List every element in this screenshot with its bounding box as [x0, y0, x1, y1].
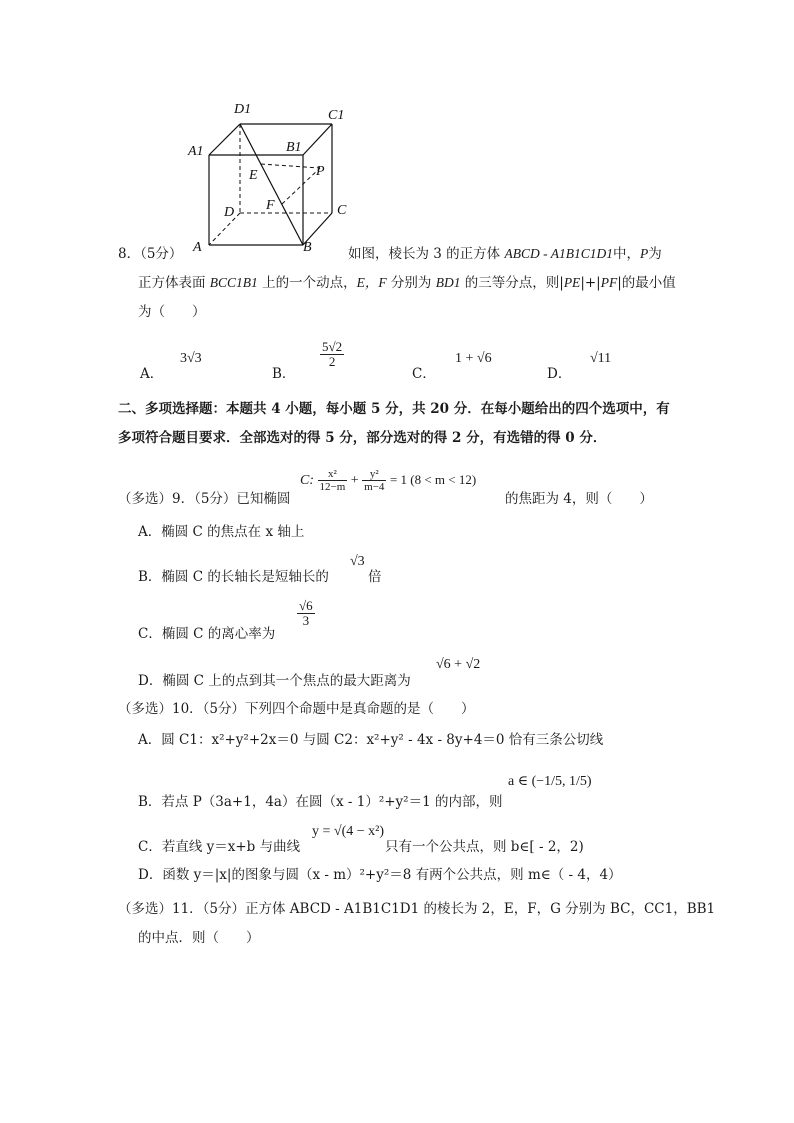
q10-option-a: A．圆 C1：x²+y²+2x＝0 与圆 C2：x²+y² - 4x - 8y+4＝0 恰有三条公切线: [138, 732, 604, 748]
q9-option-d: D．椭圆 C 上的点到其一个焦点的最大距离为: [138, 673, 411, 689]
q9-option-b: B．椭圆 C 的长轴长是短轴长的: [138, 569, 329, 585]
q8-line1: [118, 242, 182, 262]
q11-line1: （多选）11．（5分）正方体 ABCD - A1B1C1D1 的棱长为 2，E，F，G 分别为 BC，CC1，BB1: [118, 901, 716, 917]
label-B1: B1: [286, 140, 302, 155]
q8-option-a-value: 3√3: [180, 351, 202, 366]
q8-option-c-value: 1 + √6: [455, 351, 492, 366]
q9-option-c-value: $\frac{√6}{3}$: [299, 598, 313, 629]
q8-option-a-label: A．: [140, 366, 164, 382]
label-F: F: [266, 198, 275, 213]
q10-option-c-part1: C．若直线 y＝x+b 与曲线: [138, 839, 301, 855]
section2-line2: 多项符合题目要求．全部选对的得 5 分，部分选对的得 2 分，有选错的得 0 分．: [118, 430, 607, 446]
label-C1: C1: [328, 108, 345, 123]
q9-option-b-suffix: 倍: [368, 569, 382, 585]
q8-option-b-label: B．: [272, 366, 296, 382]
label-P: P: [316, 164, 325, 179]
q8-option-b-value: $\frac{5√2}{2}$: [322, 339, 343, 370]
q10-option-d: D．函数 y＝|x|的图象与圆（x - m）²+y²＝8 有两个公共点，则 m∈（ - 4，4）: [138, 867, 622, 883]
q9-option-b-value: √3: [350, 554, 365, 569]
cube-figure: [180, 95, 355, 260]
q9-option-d-value: √6 + √2: [436, 657, 481, 672]
q9-formula: C: $\frac{\text{x²}}{12-m}$ + $\frac{\text{y²}}{m-4}$ = 1 (8 < m < 12): [300, 468, 477, 494]
q8-number: 8．（5分）: [118, 246, 183, 262]
label-C: C: [337, 203, 347, 218]
q9-option-a: A．椭圆 C 的焦点在 x 轴上: [138, 524, 305, 540]
q9-suffix: 的焦距为 4，则（ ）: [505, 491, 653, 507]
q8-option-d-value: √11: [590, 351, 612, 366]
section2-line1: 二、多项选择题：本题共 4 小题，每小题 5 分，共 20 分．在每小题给出的四个选项中，有: [118, 401, 670, 417]
q10-option-b: B．若点 P（3a+1，4a）在圆（x - 1）²+y²＝1 的内部，则: [138, 794, 503, 810]
label-A: A: [193, 240, 202, 255]
label-A1: A1: [188, 144, 204, 159]
label-D1: D1: [234, 102, 252, 117]
q10-option-b-value: a ∈ (−1/5, 1/5): [508, 774, 592, 789]
q10-option-c-part2: 只有一个公共点，则 b∈[ - 2，2): [385, 839, 584, 855]
q8-line3: 为（ ）: [138, 304, 206, 320]
q8-line1-text: 如图，棱长为 3 的正方体 ABCD - A1B1C1D1中，P为: [348, 246, 662, 262]
label-E: E: [249, 168, 258, 183]
q8-line2: 正方体表面 BCC1B1 上的一个动点，E，F 分别为 BD1 的三等分点，则|PE|+|PF|的最小值: [138, 275, 676, 291]
label-B: B: [303, 240, 312, 255]
q8-option-d-label: D．: [547, 366, 572, 382]
q8-option-c-label: C．: [412, 366, 436, 382]
label-D: D: [224, 205, 235, 220]
q10-prefix: （多选）10．（5分）下列四个命题中是真命题的是（ ）: [118, 701, 475, 717]
q11-line2: 的中点．则（ ）: [138, 930, 260, 946]
q9-option-c: C．椭圆 C 的离心率为: [138, 626, 276, 642]
q9-prefix: （多选）9．（5分）已知椭圆: [118, 491, 291, 507]
q10-option-c-value: y = √(4 − x²): [312, 824, 384, 839]
